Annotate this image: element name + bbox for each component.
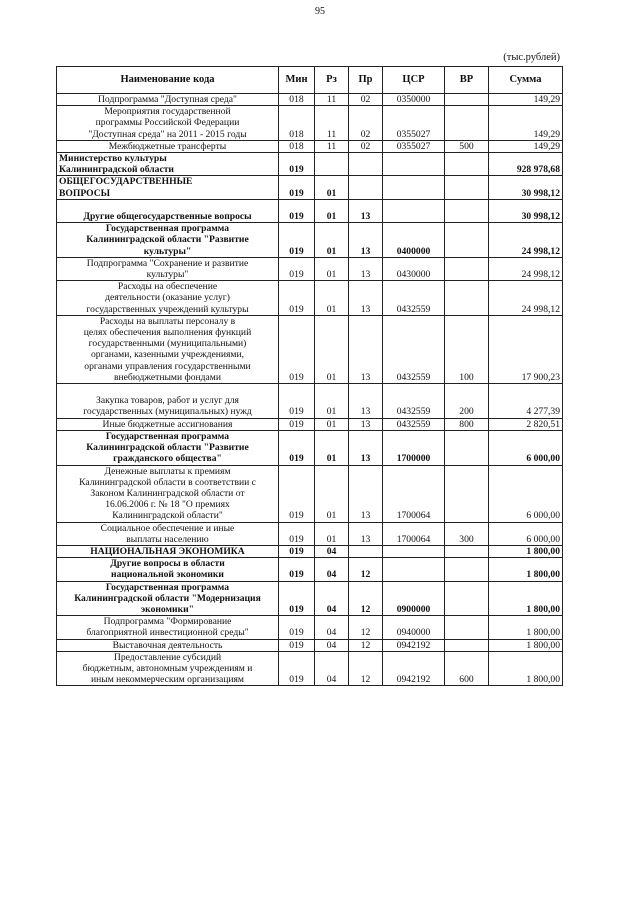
cell-min: 019 <box>279 651 315 686</box>
table-row <box>57 581 563 616</box>
cell-min: 019 <box>279 223 315 258</box>
cell-name: Предоставление субсидий бюджетным, автономным учреждениям и иным некоммерческим организациям <box>57 651 279 686</box>
cell-sum: 30 998,12 <box>489 199 563 222</box>
cell-sum: 6 000,00 <box>489 522 563 545</box>
cell-rz: 04 <box>315 558 349 581</box>
cell-pr: 13 <box>349 223 383 258</box>
cell-csr: 0942192 <box>383 639 445 651</box>
cell-name: Другие общегосударственные вопросы <box>57 199 279 222</box>
cell-pr: 13 <box>349 199 383 222</box>
cell-rz: 04 <box>315 545 349 557</box>
cell-pr: 13 <box>349 281 383 316</box>
cell-sum: 1 800,00 <box>489 639 563 651</box>
table-row <box>57 315 563 383</box>
cell-sum: 2 820,51 <box>489 418 563 430</box>
cell-sum: 1 800,00 <box>489 558 563 581</box>
cell-name: НАЦИОНАЛЬНАЯ ЭКОНОМИКА <box>57 545 279 557</box>
cell-min: 019 <box>279 639 315 651</box>
cell-vr <box>445 616 489 639</box>
cell-csr <box>383 545 445 557</box>
cell-min: 018 <box>279 94 315 106</box>
cell-csr <box>383 199 445 222</box>
cell-pr: 12 <box>349 651 383 686</box>
units-label: (тыс.рублей) <box>503 52 560 63</box>
table-row <box>57 545 563 557</box>
table-row <box>57 199 563 222</box>
cell-min: 019 <box>279 257 315 280</box>
cell-csr: 0432559 <box>383 384 445 419</box>
cell-csr: 0900000 <box>383 581 445 616</box>
cell-sum: 17 900,23 <box>489 315 563 383</box>
cell-vr: 300 <box>445 522 489 545</box>
cell-sum: 6 000,00 <box>489 430 563 465</box>
cell-pr: 12 <box>349 558 383 581</box>
cell-vr <box>445 223 489 258</box>
cell-rz: 01 <box>315 315 349 383</box>
cell-pr: 13 <box>349 418 383 430</box>
cell-csr <box>383 558 445 581</box>
cell-name: Денежные выплаты к премиям Калининградской области в соответствии с Законом Калининградской области от 16.06.2006 г. № 18 "О премиях Калининградской области" <box>57 465 279 522</box>
cell-vr <box>445 176 489 199</box>
cell-csr: 1700064 <box>383 465 445 522</box>
cell-rz: 11 <box>315 140 349 152</box>
cell-rz: 01 <box>315 418 349 430</box>
cell-name: Подпрограмма "Сохранение и развитие культуры" <box>57 257 279 280</box>
table-row <box>57 223 563 258</box>
cell-vr: 100 <box>445 315 489 383</box>
table-row <box>57 522 563 545</box>
cell-vr: 600 <box>445 651 489 686</box>
cell-vr: 200 <box>445 384 489 419</box>
cell-vr <box>445 639 489 651</box>
cell-pr: 13 <box>349 384 383 419</box>
cell-vr: 800 <box>445 418 489 430</box>
cell-name: Социальное обеспечение и иные выплаты населению <box>57 522 279 545</box>
cell-min: 018 <box>279 106 315 141</box>
cell-name: Подпрограмма "Формирование благоприятной инвестиционной среды" <box>57 616 279 639</box>
cell-min: 019 <box>279 199 315 222</box>
cell-rz <box>315 153 349 176</box>
cell-csr: 0432559 <box>383 281 445 316</box>
cell-vr <box>445 94 489 106</box>
cell-rz: 01 <box>315 465 349 522</box>
cell-csr: 0942192 <box>383 651 445 686</box>
cell-pr <box>349 545 383 557</box>
cell-csr: 0355027 <box>383 106 445 141</box>
cell-name: Министерство культуры Калининградской области <box>57 153 279 176</box>
cell-vr <box>445 281 489 316</box>
cell-min: 019 <box>279 545 315 557</box>
cell-min: 019 <box>279 418 315 430</box>
cell-pr <box>349 176 383 199</box>
cell-min: 019 <box>279 465 315 522</box>
table-row <box>57 558 563 581</box>
cell-min: 019 <box>279 581 315 616</box>
cell-rz: 04 <box>315 581 349 616</box>
cell-sum: 30 998,12 <box>489 176 563 199</box>
header-csr: ЦСР <box>383 67 445 94</box>
page-number: 95 <box>315 6 325 17</box>
header-rz: Рз <box>315 67 349 94</box>
cell-sum: 149,29 <box>489 106 563 141</box>
header-min: Мин <box>279 67 315 94</box>
cell-rz: 11 <box>315 106 349 141</box>
cell-sum: 1 800,00 <box>489 616 563 639</box>
cell-csr: 1700064 <box>383 522 445 545</box>
cell-rz: 01 <box>315 384 349 419</box>
cell-rz: 11 <box>315 94 349 106</box>
cell-pr: 12 <box>349 581 383 616</box>
cell-sum: 1 800,00 <box>489 651 563 686</box>
cell-rz: 04 <box>315 639 349 651</box>
cell-vr <box>445 430 489 465</box>
cell-min: 019 <box>279 430 315 465</box>
cell-csr: 0430000 <box>383 257 445 280</box>
cell-pr: 13 <box>349 430 383 465</box>
cell-sum: 149,29 <box>489 94 563 106</box>
header-name: Наименование кода <box>57 67 279 94</box>
table-row <box>57 651 563 686</box>
header-sum: Сумма <box>489 67 563 94</box>
table-row <box>57 153 563 176</box>
cell-vr <box>445 545 489 557</box>
cell-sum: 1 800,00 <box>489 545 563 557</box>
cell-rz: 01 <box>315 522 349 545</box>
cell-vr <box>445 558 489 581</box>
cell-csr: 0432559 <box>383 315 445 383</box>
cell-min: 019 <box>279 522 315 545</box>
cell-pr <box>349 153 383 176</box>
cell-sum: 24 998,12 <box>489 257 563 280</box>
table-row <box>57 465 563 522</box>
cell-rz: 04 <box>315 651 349 686</box>
cell-pr: 12 <box>349 639 383 651</box>
cell-vr <box>445 257 489 280</box>
cell-sum: 24 998,12 <box>489 223 563 258</box>
cell-csr: 0355027 <box>383 140 445 152</box>
cell-min: 019 <box>279 176 315 199</box>
table-row <box>57 639 563 651</box>
cell-name: Другие вопросы в области национальной экономики <box>57 558 279 581</box>
cell-min: 019 <box>279 315 315 383</box>
cell-min: 019 <box>279 616 315 639</box>
cell-vr <box>445 199 489 222</box>
cell-name: Закупка товаров, работ и услуг для государственных (муниципальных) нужд <box>57 384 279 419</box>
cell-rz: 01 <box>315 223 349 258</box>
cell-vr: 500 <box>445 140 489 152</box>
cell-csr <box>383 153 445 176</box>
cell-rz: 01 <box>315 430 349 465</box>
cell-pr: 02 <box>349 94 383 106</box>
cell-csr: 0432559 <box>383 418 445 430</box>
table-row <box>57 418 563 430</box>
cell-name: Расходы на выплаты персоналу в целях обеспечения выполнения функций государственными (муниципальными) органами, казенными учреждениями, органами управления государственными внебюджетными фондами <box>57 315 279 383</box>
cell-sum: 6 000,00 <box>489 465 563 522</box>
cell-rz: 01 <box>315 257 349 280</box>
cell-sum: 928 978,68 <box>489 153 563 176</box>
table-row <box>57 176 563 199</box>
cell-name: ОБЩЕГОСУДАРСТВЕННЫЕ ВОПРОСЫ <box>57 176 279 199</box>
cell-pr: 13 <box>349 257 383 280</box>
cell-name: Иные бюджетные ассигнования <box>57 418 279 430</box>
cell-pr: 12 <box>349 616 383 639</box>
cell-csr: 0940000 <box>383 616 445 639</box>
table-row <box>57 257 563 280</box>
cell-csr <box>383 176 445 199</box>
cell-sum: 24 998,12 <box>489 281 563 316</box>
cell-vr <box>445 465 489 522</box>
cell-vr <box>445 106 489 141</box>
cell-rz: 01 <box>315 176 349 199</box>
table-header-row <box>57 67 563 94</box>
cell-name: Выставочная деятельность <box>57 639 279 651</box>
table-row <box>57 430 563 465</box>
cell-name: Государственная программа Калининградской области "Модернизация экономики" <box>57 581 279 616</box>
cell-vr <box>445 581 489 616</box>
cell-rz: 01 <box>315 281 349 316</box>
cell-min: 019 <box>279 558 315 581</box>
cell-name: Государственная программа Калининградской области "Развитие гражданского общества" <box>57 430 279 465</box>
cell-min: 019 <box>279 384 315 419</box>
cell-pr: 02 <box>349 140 383 152</box>
table-row <box>57 140 563 152</box>
cell-min: 019 <box>279 153 315 176</box>
cell-csr: 1700000 <box>383 430 445 465</box>
table-row <box>57 94 563 106</box>
cell-pr: 13 <box>349 522 383 545</box>
cell-pr: 13 <box>349 465 383 522</box>
header-vr: ВР <box>445 67 489 94</box>
table-row <box>57 384 563 419</box>
cell-rz: 04 <box>315 616 349 639</box>
cell-vr <box>445 153 489 176</box>
table-body <box>57 94 563 686</box>
header-pr: Пр <box>349 67 383 94</box>
cell-min: 019 <box>279 281 315 316</box>
cell-sum: 1 800,00 <box>489 581 563 616</box>
cell-name: Государственная программа Калининградской области "Развитие культуры" <box>57 223 279 258</box>
cell-sum: 4 277,39 <box>489 384 563 419</box>
cell-min: 018 <box>279 140 315 152</box>
cell-name: Мероприятия государственной программы Российской Федерации "Доступная среда" на 2011 - 2015 годы <box>57 106 279 141</box>
cell-pr: 13 <box>349 315 383 383</box>
budget-table <box>56 66 563 686</box>
table-row <box>57 281 563 316</box>
cell-csr: 0400000 <box>383 223 445 258</box>
cell-name: Расходы на обеспечение деятельности (оказание услуг) государственных учреждений культуры <box>57 281 279 316</box>
cell-rz: 01 <box>315 199 349 222</box>
cell-name: Подпрограмма "Доступная среда" <box>57 94 279 106</box>
cell-name: Межбюджетные трансферты <box>57 140 279 152</box>
table-row <box>57 616 563 639</box>
table-row <box>57 106 563 141</box>
cell-pr: 02 <box>349 106 383 141</box>
cell-csr: 0350000 <box>383 94 445 106</box>
cell-sum: 149,29 <box>489 140 563 152</box>
